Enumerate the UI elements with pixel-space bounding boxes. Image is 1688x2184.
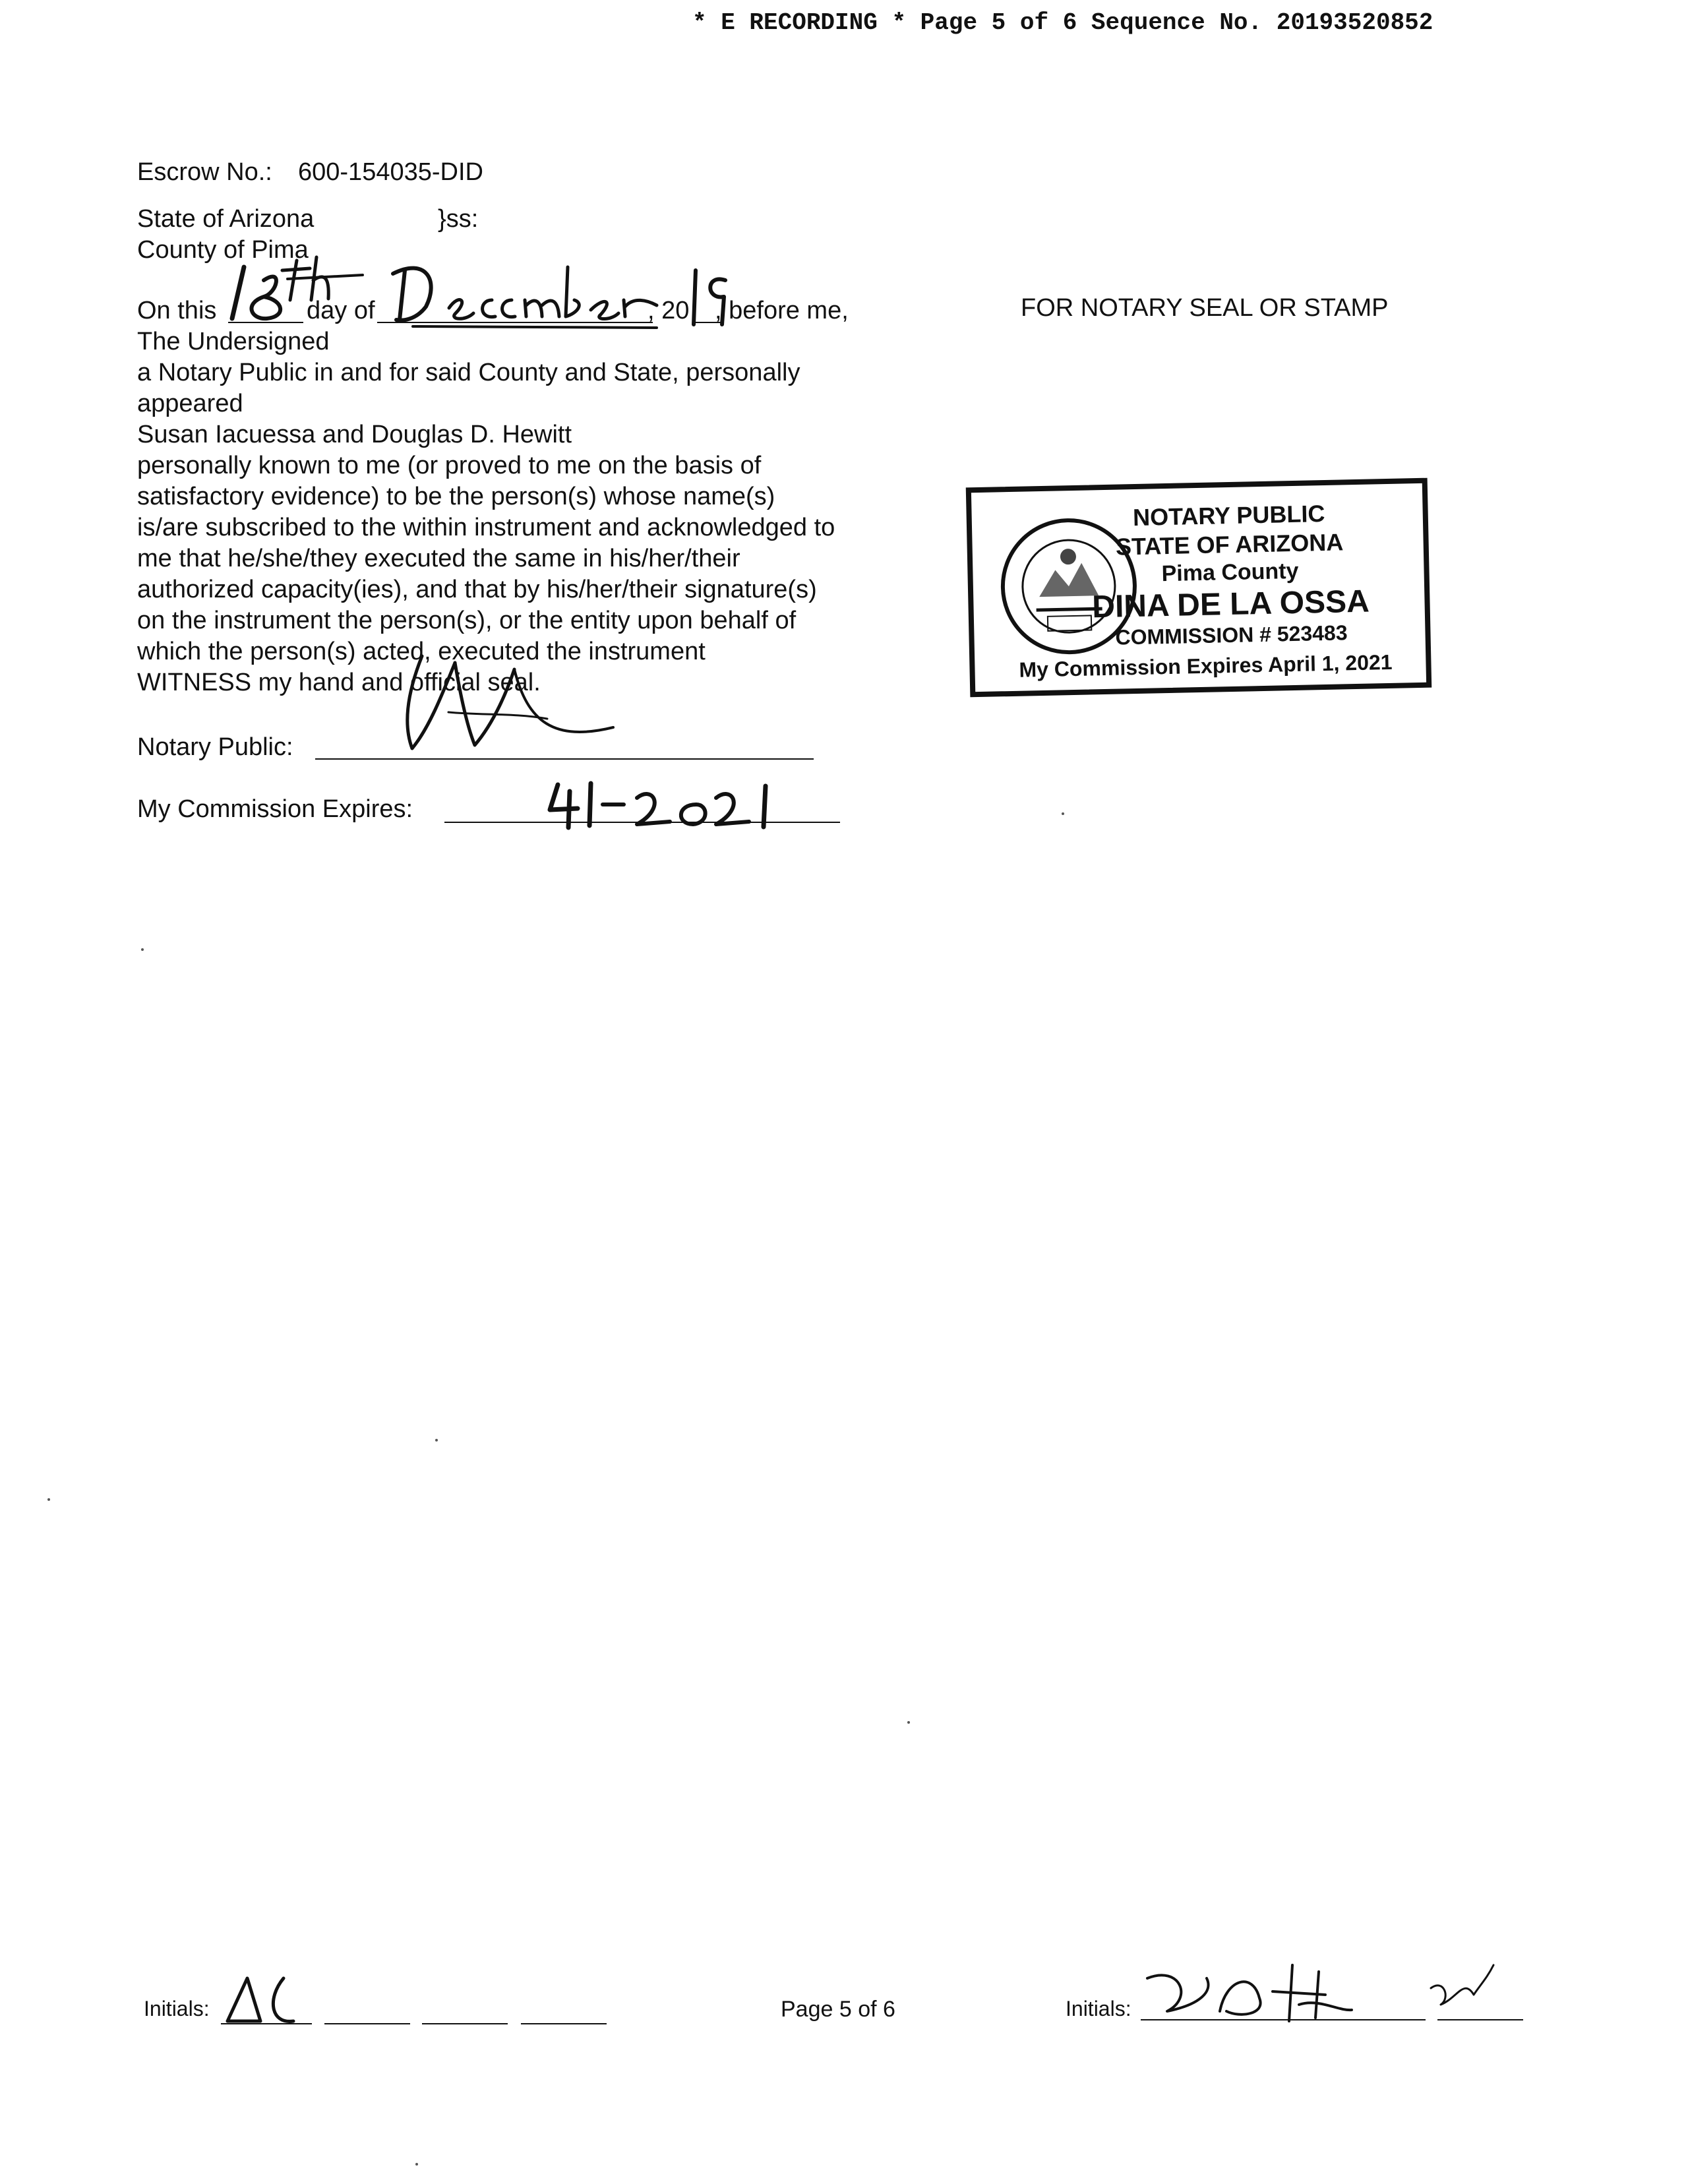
seal-area-label: FOR NOTARY SEAL OR STAMP: [1021, 294, 1389, 322]
notary-stamp: [966, 478, 1432, 698]
stamp-commission-expires: My Commission Expires April 1, 2021: [1019, 650, 1393, 682]
scan-speck: [47, 1498, 50, 1501]
intro-line-2: appeared: [137, 390, 243, 417]
escrow-label: Escrow No.:: [137, 158, 272, 186]
body-line: is/are subscribed to the within instrument and acknowledged to: [137, 514, 835, 541]
initials-label-left: Initials:: [144, 1997, 210, 2020]
escrow-number: 600-154035-DID: [298, 158, 483, 186]
body-line: me that he/she/they executed the same in his/her/their: [137, 545, 740, 572]
before-me-text: , before me,: [715, 297, 849, 324]
body-line: WITNESS my hand and official seal.: [137, 669, 541, 696]
stamp-county: Pima County: [1161, 558, 1299, 587]
body-line: authorized capacity(ies), and that by his/her/their signature(s): [137, 576, 817, 603]
county-line: County of Pima: [137, 236, 309, 264]
body-line: which the person(s) acted, executed the instrument: [137, 638, 706, 665]
handwritten-month-december: [386, 254, 663, 340]
initials-blank: [1437, 2019, 1523, 2020]
initials-blank: [422, 2023, 508, 2024]
handwritten-year-19: [686, 264, 738, 330]
initials-blank: [324, 2023, 410, 2024]
body-line: on the instrument the person(s), or the entity upon behalf of: [137, 607, 797, 634]
initials-blank: [521, 2023, 607, 2024]
notary-role: The Undersigned: [137, 328, 330, 355]
on-this-text: On this: [137, 297, 217, 324]
recording-header: * E RECORDING * Page 5 of 6 Sequence No. 20193520852: [692, 9, 1433, 36]
body-line: satisfactory evidence) to be the person(s) whose name(s): [137, 483, 775, 510]
scan-speck: [907, 1721, 910, 1724]
stamp-notary-name: DINA DE LA OSSA: [1091, 584, 1370, 625]
ss-mark: }ss:: [438, 205, 479, 233]
intro-line-1: a Notary Public in and for said County and State, personally: [137, 359, 800, 386]
body-line: personally known to me (or proved to me on the basis of: [137, 452, 762, 479]
handwritten-commission-date: [538, 778, 815, 831]
scan-speck: [1062, 812, 1064, 815]
initials-blank: [221, 2023, 312, 2024]
day-of-text: day of: [307, 297, 375, 324]
stamp-state: STATE OF ARIZONA: [1115, 528, 1344, 561]
notary-signature: [382, 650, 620, 762]
page-number: Page 5 of 6: [781, 1997, 895, 2022]
commission-label: My Commission Expires:: [137, 795, 413, 823]
stamp-title: NOTARY PUBLIC: [1132, 499, 1325, 531]
handwritten-day-18th: [224, 254, 369, 326]
scan-speck: [435, 1439, 438, 1441]
appeared-names: Susan Iacuessa and Douglas D. Hewitt: [137, 421, 572, 448]
scan-speck: [141, 948, 144, 951]
notary-public-label: Notary Public:: [137, 733, 293, 761]
scan-speck: [415, 2163, 418, 2166]
initials-label-right: Initials:: [1066, 1997, 1131, 2020]
initials-left-handwritten: [221, 1972, 313, 2031]
state-line: State of Arizona: [137, 205, 315, 233]
stamp-commission-number: COMMISSION # 523483: [1115, 621, 1348, 650]
year-prefix: , 20: [648, 297, 690, 324]
initials-blank: [1141, 2019, 1426, 2020]
